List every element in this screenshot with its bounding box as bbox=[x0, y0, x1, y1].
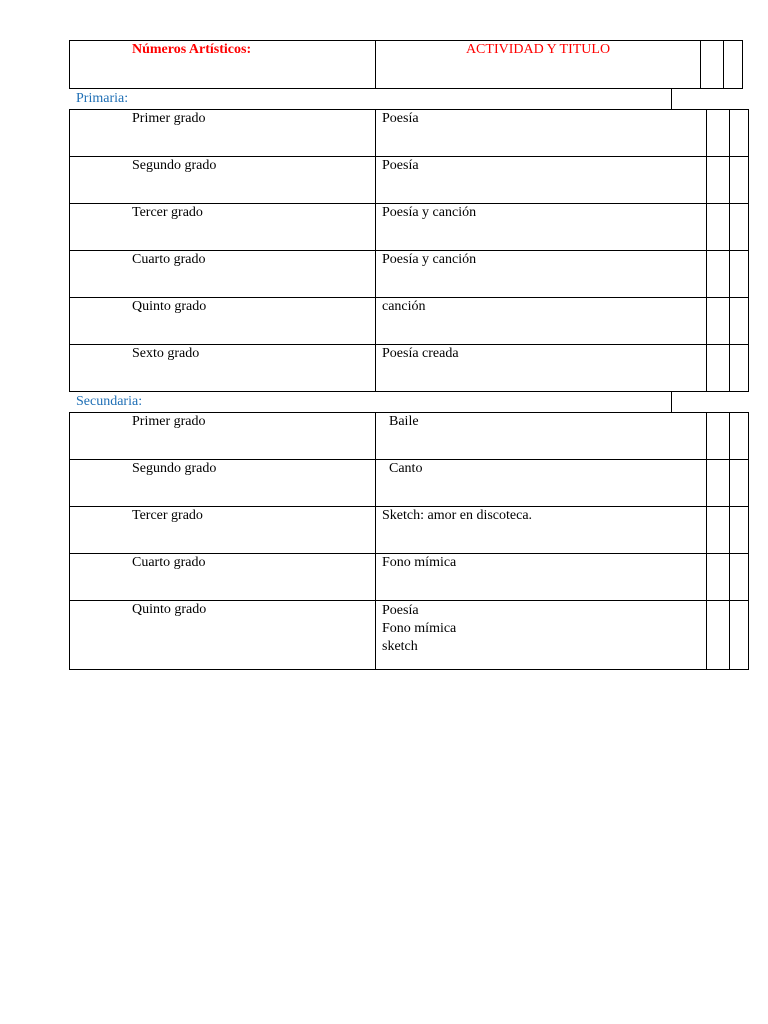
table-row bbox=[70, 298, 749, 345]
empty-cell bbox=[730, 507, 749, 554]
activity-cell: Poesía bbox=[376, 110, 707, 157]
activity-cell-multiline bbox=[376, 601, 707, 670]
activity-line: sketch bbox=[382, 639, 418, 654]
empty-cell bbox=[707, 251, 730, 298]
grade-cell: Primer grado bbox=[70, 110, 376, 157]
secundaria-table bbox=[69, 412, 749, 670]
activity-cell: Canto bbox=[376, 460, 707, 507]
table-row bbox=[70, 204, 749, 251]
table-row bbox=[70, 110, 749, 157]
empty-cell bbox=[707, 298, 730, 345]
activity-cell: Fono mímica bbox=[376, 554, 707, 601]
activity-cell: Sketch: amor en discoteca. bbox=[376, 507, 707, 554]
empty-cell bbox=[707, 110, 730, 157]
grade-cell: Tercer grado bbox=[70, 507, 376, 554]
activity-line: Fono mímica bbox=[382, 621, 457, 636]
empty-cell bbox=[707, 204, 730, 251]
empty-cell bbox=[707, 601, 730, 670]
empty-cell bbox=[707, 460, 730, 507]
header-table bbox=[69, 40, 743, 89]
section-label-secundaria: Secundaria: bbox=[69, 392, 672, 412]
header-row bbox=[70, 41, 743, 89]
table-row bbox=[70, 601, 749, 670]
table-row bbox=[70, 507, 749, 554]
empty-cell bbox=[730, 601, 749, 670]
empty-cell bbox=[730, 413, 749, 460]
activity-line: Poesía bbox=[382, 603, 419, 618]
empty-cell bbox=[707, 413, 730, 460]
table-row bbox=[70, 460, 749, 507]
table-row bbox=[70, 251, 749, 298]
grade-cell: Tercer grado bbox=[70, 204, 376, 251]
grade-cell: Sexto grado bbox=[70, 345, 376, 392]
activity-cell: canción bbox=[376, 298, 707, 345]
activity-cell: Poesía creada bbox=[376, 345, 707, 392]
empty-cell bbox=[730, 554, 749, 601]
activity-cell: Baile bbox=[376, 413, 707, 460]
grade-cell: Quinto grado bbox=[70, 298, 376, 345]
primaria-table bbox=[69, 109, 749, 392]
empty-cell bbox=[730, 460, 749, 507]
section-label-primaria: Primaria: bbox=[69, 89, 672, 109]
activity-cell: Poesía y canción bbox=[376, 251, 707, 298]
table-row bbox=[70, 345, 749, 392]
grade-cell: Segundo grado bbox=[70, 460, 376, 507]
empty-cell bbox=[724, 41, 743, 89]
header-actividad-titulo: ACTIVIDAD Y TITULO bbox=[376, 41, 701, 89]
activity-cell: Poesía y canción bbox=[376, 204, 707, 251]
empty-cell bbox=[730, 345, 749, 392]
empty-cell bbox=[707, 345, 730, 392]
grade-cell: Quinto grado bbox=[70, 601, 376, 670]
empty-cell bbox=[730, 298, 749, 345]
table-row bbox=[70, 554, 749, 601]
table-row bbox=[70, 413, 749, 460]
empty-cell bbox=[701, 41, 724, 89]
empty-cell bbox=[730, 204, 749, 251]
header-numeros-artisticos: Números Artísticos: bbox=[70, 41, 376, 89]
table-row bbox=[70, 157, 749, 204]
grade-cell: Primer grado bbox=[70, 413, 376, 460]
activity-cell: Poesía bbox=[376, 157, 707, 204]
document bbox=[69, 40, 680, 670]
grade-cell: Cuarto grado bbox=[70, 554, 376, 601]
empty-cell bbox=[707, 157, 730, 204]
empty-cell bbox=[730, 251, 749, 298]
empty-cell bbox=[730, 157, 749, 204]
empty-cell bbox=[730, 110, 749, 157]
grade-cell: Segundo grado bbox=[70, 157, 376, 204]
empty-cell bbox=[707, 554, 730, 601]
empty-cell bbox=[707, 507, 730, 554]
grade-cell: Cuarto grado bbox=[70, 251, 376, 298]
